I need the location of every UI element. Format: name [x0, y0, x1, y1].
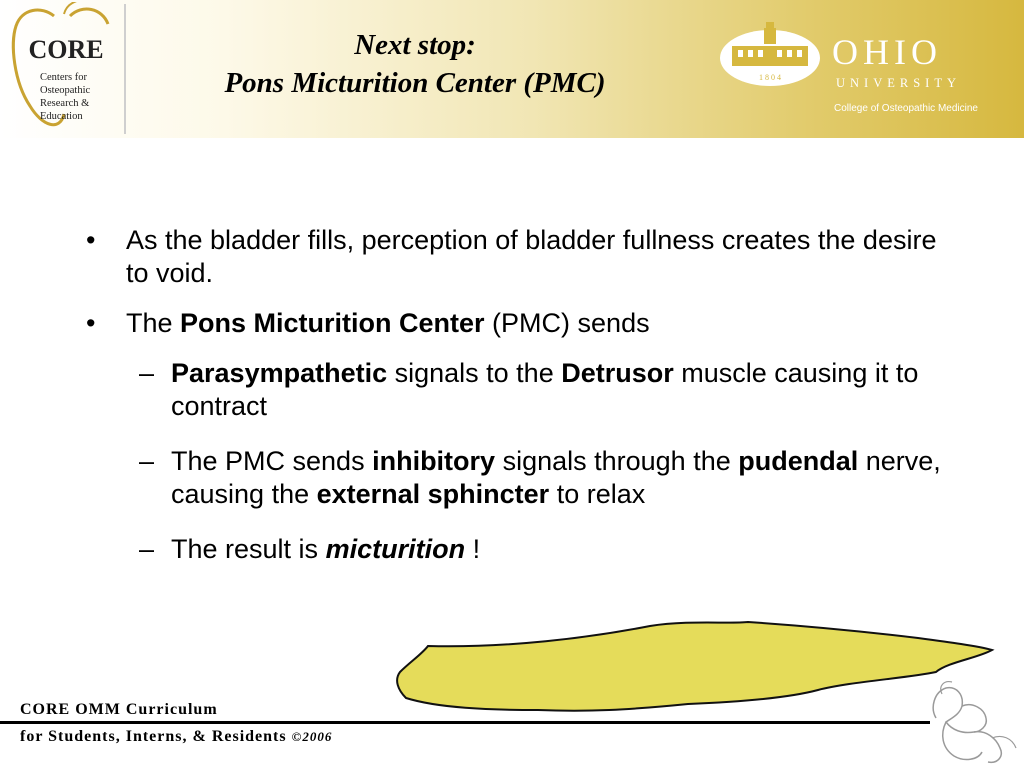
bullet-text: The: [126, 308, 181, 338]
urine-puddle-shape: [388, 618, 998, 718]
sub-bullet-text: signals through the: [495, 446, 739, 476]
bullet-text: (PMC) sends: [484, 308, 650, 338]
sub-bullet-bolditalic-text: micturition: [325, 534, 466, 564]
core-logo-line4: Education: [40, 111, 83, 122]
sub-bullet-item: [139, 533, 941, 566]
sub-bullet-bold-text: external sphincter: [316, 479, 550, 509]
sub-bullet-text: to relax: [549, 479, 646, 509]
dash-marker: –: [139, 446, 155, 476]
ohio-university-label: UNIVERSITY: [836, 76, 961, 90]
footer-copyright: ©2006: [291, 729, 333, 744]
sub-bullet-bold-text: pudendal: [738, 446, 859, 476]
sub-bullet-text: nerve, causing the: [171, 446, 941, 509]
slide-body: [86, 224, 946, 588]
bullet-marker: •: [86, 225, 96, 255]
footer-curriculum: CORE OMM Curriculum: [20, 701, 218, 718]
ohio-wordmark: OHIO: [832, 32, 942, 72]
sub-bullet-item: [139, 445, 941, 511]
title-line-1: Next stop:: [354, 29, 476, 61]
sub-bullet-text: signals to the: [387, 358, 562, 388]
footer-audience-text: for Students, Interns, & Residents: [20, 728, 287, 745]
core-logo-line2: Osteopathic: [40, 85, 91, 96]
core-logo-line3: Research &: [40, 98, 90, 109]
core-logo: [8, 2, 120, 136]
logo-divider: [124, 4, 126, 134]
sub-bullet-bold-text: Detrusor: [561, 358, 674, 388]
core-logo-line1: Centers for: [40, 72, 87, 83]
bullet-item: [86, 307, 946, 340]
core-logo-big: CORE: [28, 35, 104, 64]
title-line-2: Pons Micturition Center (PMC): [224, 67, 606, 99]
anatomy-sketch-icon: [922, 678, 1020, 766]
slide-title: [130, 26, 700, 102]
bullet-text: As the bladder fills, perception of bladder fullness creates the desire to void.: [126, 225, 937, 288]
bullet-bold-text: Pons Micturition Center: [180, 308, 485, 338]
sub-bullet-text: !: [465, 534, 481, 564]
sub-bullet-bold-text: Parasympathetic: [171, 358, 388, 388]
sub-bullet-text: The PMC sends: [171, 446, 373, 476]
footer-audience: [20, 728, 332, 746]
header-banner: [0, 0, 1024, 138]
footer-divider: [0, 721, 930, 724]
ohio-college-label: College of Osteopathic Medicine: [834, 103, 978, 114]
ohio-year: 1 8 0 4: [759, 73, 781, 82]
dash-marker: –: [139, 358, 155, 388]
sub-bullet-text: The result is: [171, 534, 326, 564]
sub-bullet-bold-text: inhibitory: [372, 446, 496, 476]
sub-bullet-item: [139, 357, 941, 423]
bullet-item: [86, 224, 946, 290]
bullet-marker: •: [86, 308, 96, 338]
sub-bullet-text: muscle causing it to contract: [171, 358, 919, 421]
dash-marker: –: [139, 534, 155, 564]
ohio-building-icon: [718, 22, 822, 88]
